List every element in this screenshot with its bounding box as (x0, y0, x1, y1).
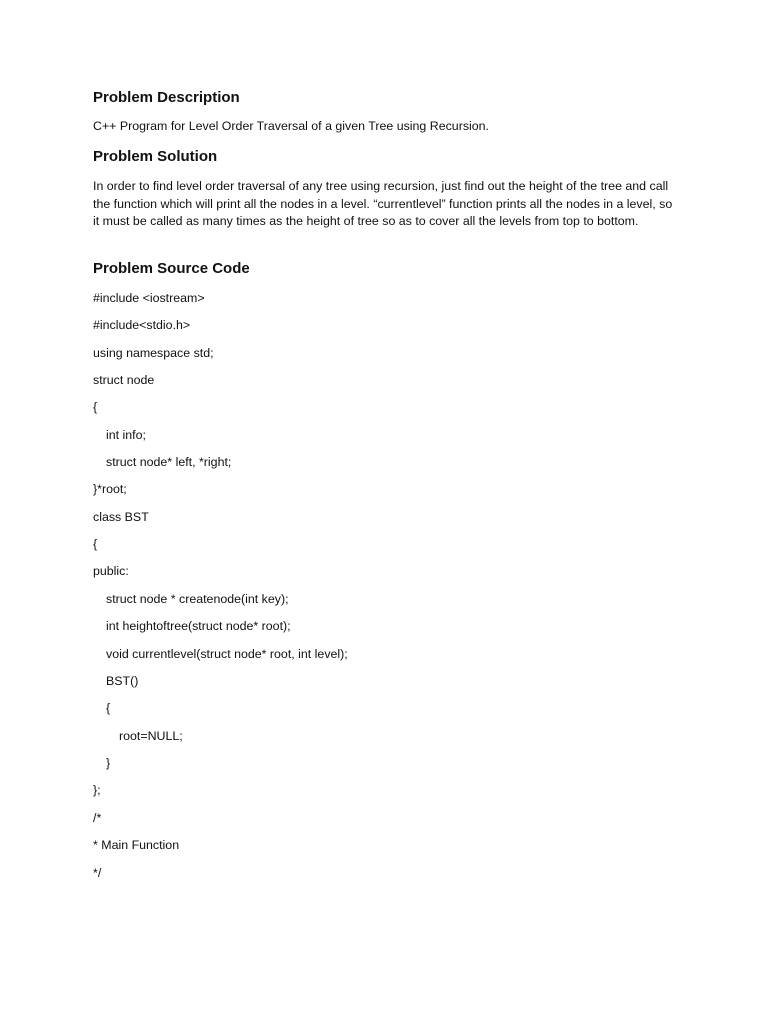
problem-description-heading: Problem Description (93, 89, 240, 106)
problem-solution-heading: Problem Solution (93, 148, 218, 165)
code-line: BST() (106, 674, 139, 688)
code-line: root=NULL; (119, 729, 183, 743)
code-line: /* (93, 811, 102, 825)
code-line: #include <iostream> (93, 291, 205, 305)
code-line: class BST (93, 510, 149, 524)
code-line: #include<stdio.h> (93, 318, 191, 332)
code-line: struct node (93, 373, 155, 387)
code-line: * Main Function (93, 838, 180, 852)
code-line: }; (93, 783, 101, 797)
code-line: int heightoftree(struct node* root); (106, 619, 291, 633)
problem-description-text: C++ Program for Level Order Traversal of a given Tree using Recursion. (93, 119, 489, 133)
code-line: void currentlevel(struct node* root, int level); (106, 647, 348, 661)
code-line: struct node * createnode(int key); (106, 592, 289, 606)
problem-source-code-heading: Problem Source Code (93, 260, 250, 277)
code-line: struct node* left, *right; (106, 455, 232, 469)
code-line: public: (93, 564, 129, 578)
code-line: { (106, 701, 111, 715)
code-line: int info; (106, 428, 146, 442)
code-line: }*root; (93, 482, 127, 496)
code-line: { (93, 537, 98, 551)
code-line: } (106, 756, 111, 770)
problem-solution-text: In order to find level order traversal of any tree using recursion, just find out the height of the tree and call the function which will print all the nodes in a level. “currentlevel” function prints all the nodes in a level, so it must be called as many times as the height of tree so as to cover all the levels from top to bottom. (93, 179, 673, 228)
code-line: using namespace std; (93, 346, 214, 360)
code-line: */ (93, 866, 102, 880)
code-line: { (93, 400, 98, 414)
